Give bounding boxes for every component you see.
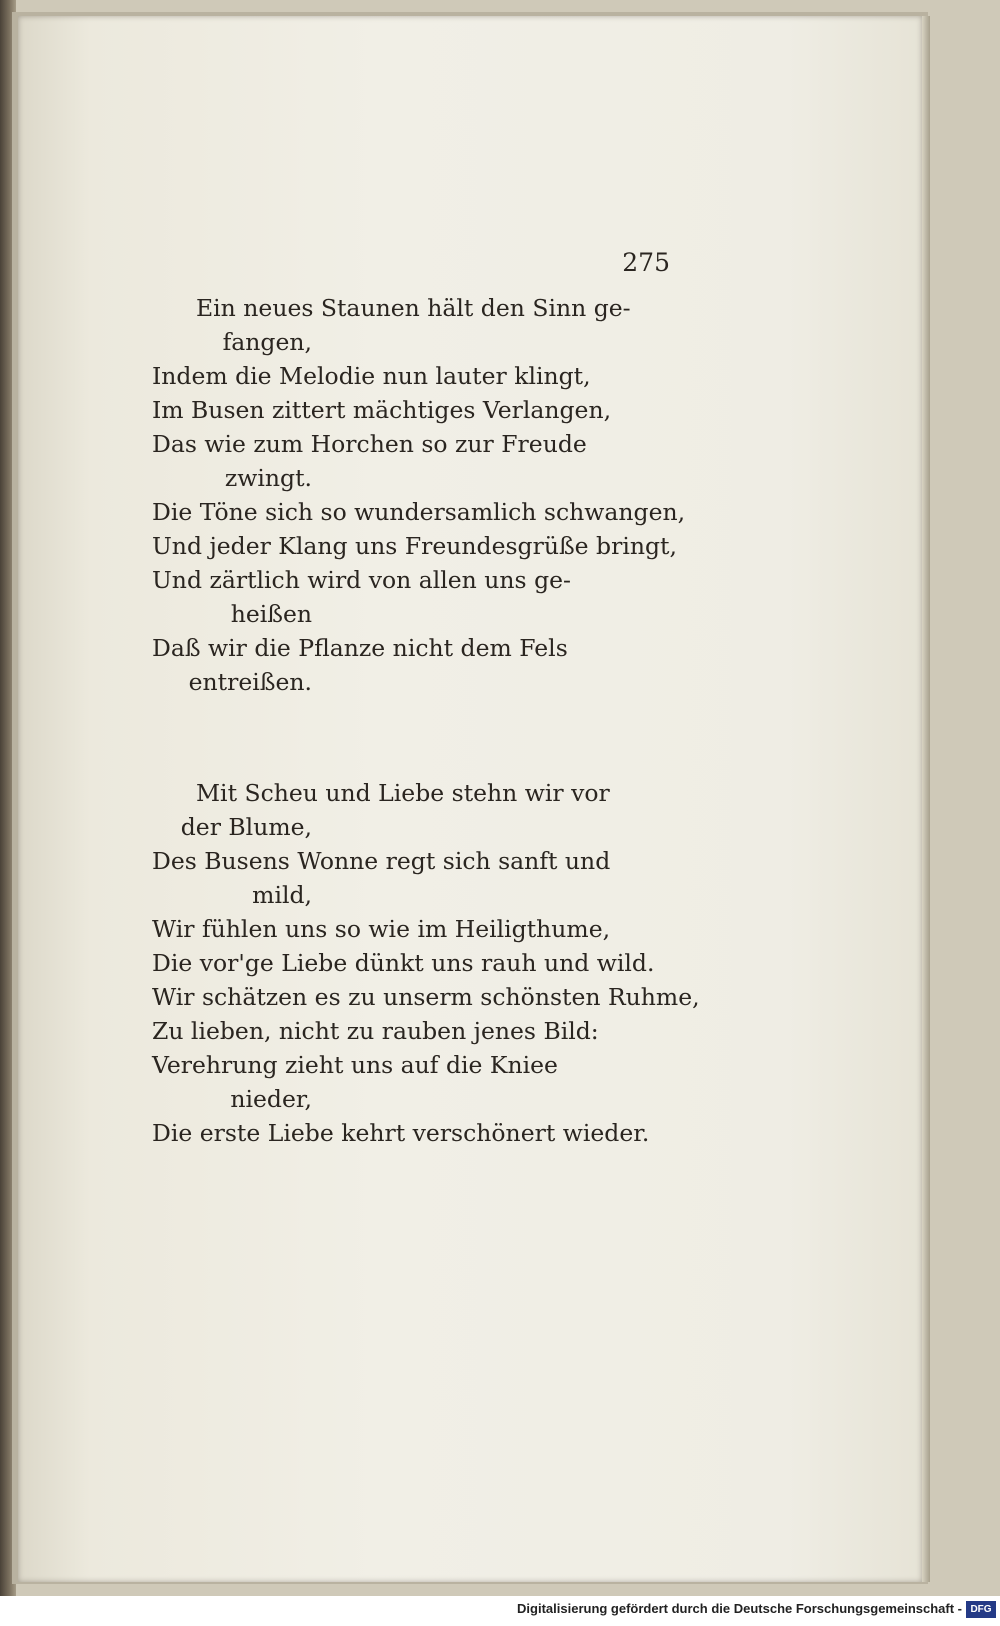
stanza-text [152,291,686,699]
poem-line: Indem die Melodie nun lauter klingt, [152,362,591,390]
poem-line-continuation: heißen [230,600,312,628]
page-number: 275 [622,248,670,277]
page-right-edge [922,16,930,1582]
stanza-text [152,776,700,1150]
poem-line-continuation: mild, [252,881,312,909]
poem-line-continuation: entreißen. [188,668,312,696]
poem-line: Die Töne sich so wundersamlich schwangen, [152,498,686,526]
poem-line-continuation: zwingt. [224,464,312,492]
poem-line: Ein neues Staunen hält den Sinn ge- [196,294,631,322]
poem-line: Im Busen zittert mächtiges Verlangen, [152,396,612,424]
poem-line: Das wie zum Horchen so zur Freude [152,430,587,458]
poem-line: Und zärtlich wird von allen uns ge- [152,566,571,594]
poem-line: Die erste Liebe kehrt verschönert wieder. [152,1119,650,1147]
poem-line: Mit Scheu und Liebe stehn wir vor [196,779,610,807]
poem-line: Daß wir die Pflanze nicht dem Fels [152,634,568,662]
poem-line: Wir schätzen es zu unserm schönsten Ruhme, [152,983,700,1011]
poem-line: Und jeder Klang uns Freundesgrüße bringt, [152,532,677,560]
poem-line-continuation: fangen, [222,328,312,356]
footer-credit: Digitalisierung gefördert durch die Deutsche Forschungsgemeinschaft - [517,1601,962,1616]
book-page [18,16,922,1582]
poem-line-continuation: der Blume, [180,813,312,841]
dfg-logo: DFG [966,1601,996,1618]
digitization-footer [0,1596,1000,1626]
poem-line-continuation: nieder, [230,1085,312,1113]
poem-line: Die vor'ge Liebe dünkt uns rauh und wild. [152,949,655,977]
poem-line: Wir fühlen uns so wie im Heiligthume, [152,915,611,943]
poem-line: Zu lieben, nicht zu rauben jenes Bild: [152,1017,599,1045]
poem-line: Des Busens Wonne regt sich sanft und [152,847,611,875]
poem-line: Verehrung zieht uns auf die Kniee [152,1051,558,1079]
